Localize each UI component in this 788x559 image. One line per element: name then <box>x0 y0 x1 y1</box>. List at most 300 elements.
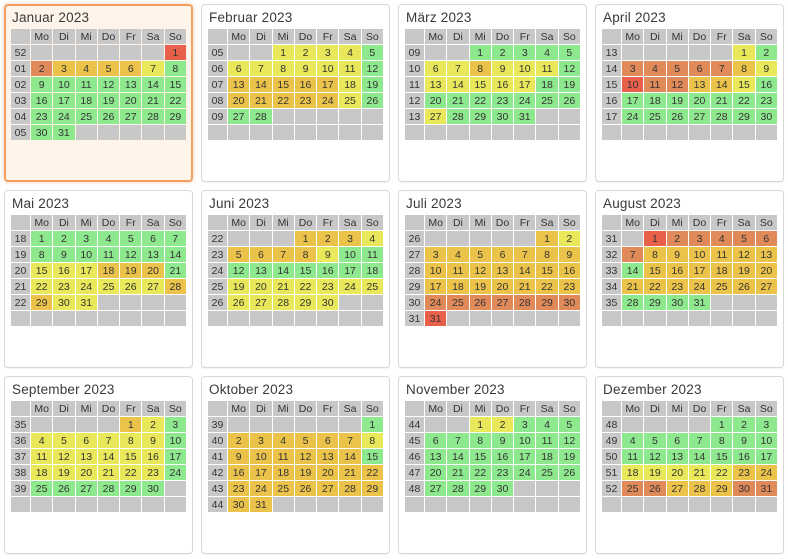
day-cell[interactable]: 31 <box>689 295 710 310</box>
month-card[interactable] <box>201 4 390 182</box>
day-cell[interactable]: 31 <box>425 311 446 326</box>
day-cell[interactable]: 2 <box>228 433 249 448</box>
day-cell[interactable]: 20 <box>667 465 688 480</box>
day-cell[interactable]: 1 <box>711 417 732 432</box>
day-cell[interactable]: 17 <box>339 263 360 278</box>
day-cell[interactable]: 19 <box>295 465 316 480</box>
day-cell[interactable]: 18 <box>711 263 732 278</box>
day-cell[interactable]: 21 <box>250 93 271 108</box>
month-card[interactable] <box>398 4 587 182</box>
day-cell[interactable]: 19 <box>120 263 141 278</box>
day-cell[interactable]: 10 <box>425 263 446 278</box>
day-cell[interactable]: 27 <box>425 109 446 124</box>
day-cell[interactable]: 17 <box>317 77 338 92</box>
day-cell[interactable]: 17 <box>425 279 446 294</box>
day-cell[interactable]: 1 <box>470 417 491 432</box>
day-cell[interactable]: 3 <box>689 231 710 246</box>
day-cell[interactable]: 24 <box>317 93 338 108</box>
day-cell[interactable]: 19 <box>98 93 119 108</box>
day-cell[interactable]: 19 <box>228 279 249 294</box>
day-cell[interactable]: 13 <box>667 449 688 464</box>
day-cell[interactable]: 16 <box>53 263 74 278</box>
day-cell[interactable]: 12 <box>98 77 119 92</box>
day-cell[interactable]: 27 <box>142 279 163 294</box>
day-cell[interactable]: 8 <box>31 247 52 262</box>
day-cell[interactable]: 27 <box>756 279 777 294</box>
day-cell[interactable]: 16 <box>295 77 316 92</box>
day-cell[interactable]: 9 <box>733 433 754 448</box>
day-cell[interactable]: 9 <box>228 449 249 464</box>
day-cell[interactable]: 18 <box>31 465 52 480</box>
day-cell[interactable]: 8 <box>273 61 294 76</box>
day-cell[interactable]: 24 <box>689 279 710 294</box>
day-cell[interactable]: 7 <box>142 61 163 76</box>
day-cell[interactable]: 1 <box>295 231 316 246</box>
day-cell[interactable]: 12 <box>53 449 74 464</box>
day-cell[interactable]: 23 <box>142 465 163 480</box>
day-cell[interactable]: 6 <box>667 433 688 448</box>
day-cell[interactable]: 21 <box>447 465 468 480</box>
day-cell[interactable]: 14 <box>447 77 468 92</box>
day-cell[interactable]: 5 <box>559 45 580 60</box>
day-cell[interactable]: 26 <box>120 279 141 294</box>
day-cell[interactable]: 16 <box>667 263 688 278</box>
day-cell[interactable]: 11 <box>644 77 665 92</box>
day-cell[interactable]: 18 <box>273 465 294 480</box>
day-cell[interactable]: 16 <box>492 449 513 464</box>
day-cell[interactable]: 15 <box>536 263 557 278</box>
day-cell[interactable]: 29 <box>470 109 491 124</box>
month-card[interactable] <box>201 376 390 554</box>
day-cell[interactable]: 11 <box>447 263 468 278</box>
day-cell[interactable]: 30 <box>142 481 163 496</box>
day-cell[interactable]: 5 <box>362 45 383 60</box>
day-cell[interactable]: 9 <box>53 247 74 262</box>
day-cell[interactable]: 26 <box>53 481 74 496</box>
day-cell[interactable]: 26 <box>362 93 383 108</box>
day-cell[interactable]: 15 <box>31 263 52 278</box>
day-cell[interactable]: 4 <box>644 61 665 76</box>
day-cell[interactable]: 30 <box>31 125 52 140</box>
day-cell[interactable]: 19 <box>559 449 580 464</box>
day-cell[interactable]: 30 <box>317 295 338 310</box>
day-cell[interactable]: 3 <box>622 61 643 76</box>
day-cell[interactable]: 27 <box>250 295 271 310</box>
day-cell[interactable]: 7 <box>622 247 643 262</box>
day-cell[interactable]: 10 <box>756 433 777 448</box>
day-cell[interactable]: 1 <box>644 231 665 246</box>
day-cell[interactable]: 5 <box>644 433 665 448</box>
day-cell[interactable]: 19 <box>362 77 383 92</box>
day-cell[interactable]: 13 <box>756 247 777 262</box>
day-cell[interactable]: 29 <box>644 295 665 310</box>
day-cell[interactable]: 28 <box>514 295 535 310</box>
day-cell[interactable]: 1 <box>733 45 754 60</box>
day-cell[interactable]: 28 <box>711 109 732 124</box>
day-cell[interactable]: 22 <box>536 279 557 294</box>
day-cell[interactable]: 13 <box>250 263 271 278</box>
day-cell[interactable]: 25 <box>711 279 732 294</box>
day-cell[interactable]: 28 <box>98 481 119 496</box>
day-cell[interactable]: 5 <box>228 247 249 262</box>
day-cell[interactable]: 24 <box>514 93 535 108</box>
day-cell[interactable]: 25 <box>536 93 557 108</box>
day-cell[interactable]: 9 <box>142 433 163 448</box>
day-cell[interactable]: 29 <box>711 481 732 496</box>
day-cell[interactable]: 28 <box>447 109 468 124</box>
day-cell[interactable]: 30 <box>228 497 249 512</box>
day-cell[interactable]: 7 <box>447 61 468 76</box>
day-cell[interactable]: 14 <box>711 77 732 92</box>
day-cell[interactable]: 16 <box>559 263 580 278</box>
day-cell[interactable]: 22 <box>470 465 491 480</box>
day-cell[interactable]: 2 <box>317 231 338 246</box>
day-cell[interactable]: 15 <box>644 263 665 278</box>
day-cell[interactable]: 31 <box>76 295 97 310</box>
day-cell[interactable]: 19 <box>470 279 491 294</box>
day-cell[interactable]: 7 <box>165 231 186 246</box>
day-cell[interactable]: 1 <box>120 417 141 432</box>
day-cell[interactable]: 2 <box>733 417 754 432</box>
day-cell[interactable]: 11 <box>98 247 119 262</box>
day-cell[interactable]: 6 <box>142 231 163 246</box>
month-card[interactable] <box>595 4 784 182</box>
day-cell[interactable]: 31 <box>250 497 271 512</box>
day-cell[interactable]: 28 <box>689 481 710 496</box>
day-cell[interactable]: 10 <box>514 433 535 448</box>
day-cell[interactable]: 12 <box>228 263 249 278</box>
day-cell[interactable]: 24 <box>76 279 97 294</box>
day-cell[interactable]: 27 <box>120 109 141 124</box>
day-cell[interactable]: 19 <box>53 465 74 480</box>
day-cell[interactable]: 16 <box>492 77 513 92</box>
day-cell[interactable]: 12 <box>120 247 141 262</box>
day-cell[interactable]: 27 <box>76 481 97 496</box>
day-cell[interactable]: 9 <box>667 247 688 262</box>
day-cell[interactable]: 26 <box>733 279 754 294</box>
day-cell[interactable]: 12 <box>733 247 754 262</box>
day-cell[interactable]: 4 <box>273 433 294 448</box>
day-cell[interactable]: 3 <box>76 231 97 246</box>
day-cell[interactable]: 2 <box>667 231 688 246</box>
day-cell[interactable]: 24 <box>425 295 446 310</box>
day-cell[interactable]: 25 <box>339 93 360 108</box>
day-cell[interactable]: 19 <box>644 465 665 480</box>
month-card[interactable] <box>398 376 587 554</box>
day-cell[interactable]: 18 <box>98 263 119 278</box>
day-cell[interactable]: 8 <box>165 61 186 76</box>
day-cell[interactable]: 25 <box>98 279 119 294</box>
day-cell[interactable]: 17 <box>250 465 271 480</box>
day-cell[interactable]: 24 <box>53 109 74 124</box>
day-cell[interactable]: 8 <box>470 61 491 76</box>
day-cell[interactable]: 23 <box>756 93 777 108</box>
day-cell[interactable]: 12 <box>644 449 665 464</box>
day-cell[interactable]: 26 <box>559 465 580 480</box>
day-cell[interactable]: 25 <box>536 465 557 480</box>
day-cell[interactable]: 25 <box>362 279 383 294</box>
day-cell[interactable]: 17 <box>756 449 777 464</box>
day-cell[interactable]: 17 <box>53 93 74 108</box>
day-cell[interactable]: 10 <box>165 433 186 448</box>
day-cell[interactable]: 9 <box>492 433 513 448</box>
day-cell[interactable]: 30 <box>53 295 74 310</box>
day-cell[interactable]: 21 <box>622 279 643 294</box>
day-cell[interactable]: 20 <box>120 93 141 108</box>
day-cell[interactable]: 4 <box>622 433 643 448</box>
day-cell[interactable]: 13 <box>492 263 513 278</box>
day-cell[interactable]: 30 <box>667 295 688 310</box>
day-cell[interactable]: 23 <box>559 279 580 294</box>
day-cell[interactable]: 18 <box>339 77 360 92</box>
day-cell[interactable]: 8 <box>120 433 141 448</box>
day-cell[interactable]: 13 <box>425 77 446 92</box>
day-cell[interactable]: 23 <box>228 481 249 496</box>
day-cell[interactable]: 6 <box>425 433 446 448</box>
day-cell[interactable]: 6 <box>689 61 710 76</box>
day-cell[interactable]: 16 <box>142 449 163 464</box>
day-cell[interactable]: 15 <box>295 263 316 278</box>
day-cell[interactable]: 16 <box>733 449 754 464</box>
day-cell[interactable]: 13 <box>120 77 141 92</box>
day-cell[interactable]: 20 <box>492 279 513 294</box>
day-cell[interactable]: 4 <box>447 247 468 262</box>
day-cell[interactable]: 20 <box>228 93 249 108</box>
day-cell[interactable]: 9 <box>317 247 338 262</box>
day-cell[interactable]: 23 <box>492 93 513 108</box>
day-cell[interactable]: 5 <box>733 231 754 246</box>
day-cell[interactable]: 6 <box>250 247 271 262</box>
day-cell[interactable]: 5 <box>98 61 119 76</box>
day-cell[interactable]: 10 <box>622 77 643 92</box>
day-cell[interactable]: 19 <box>559 77 580 92</box>
day-cell[interactable]: 21 <box>273 279 294 294</box>
day-cell[interactable]: 28 <box>165 279 186 294</box>
day-cell[interactable]: 11 <box>362 247 383 262</box>
day-cell[interactable]: 14 <box>689 449 710 464</box>
day-cell[interactable]: 24 <box>250 481 271 496</box>
day-cell[interactable]: 24 <box>339 279 360 294</box>
day-cell[interactable]: 26 <box>228 295 249 310</box>
day-cell[interactable]: 22 <box>120 465 141 480</box>
day-cell[interactable]: 1 <box>362 417 383 432</box>
day-cell[interactable]: 19 <box>733 263 754 278</box>
day-cell[interactable]: 29 <box>470 481 491 496</box>
day-cell[interactable]: 15 <box>711 449 732 464</box>
day-cell[interactable]: 17 <box>689 263 710 278</box>
day-cell[interactable]: 18 <box>447 279 468 294</box>
day-cell[interactable]: 8 <box>536 247 557 262</box>
day-cell[interactable]: 3 <box>514 45 535 60</box>
day-cell[interactable]: 5 <box>667 61 688 76</box>
day-cell[interactable]: 11 <box>76 77 97 92</box>
day-cell[interactable]: 17 <box>76 263 97 278</box>
day-cell[interactable]: 20 <box>317 465 338 480</box>
day-cell[interactable]: 13 <box>142 247 163 262</box>
day-cell[interactable]: 24 <box>622 109 643 124</box>
day-cell[interactable]: 28 <box>142 109 163 124</box>
day-cell[interactable]: 11 <box>273 449 294 464</box>
day-cell[interactable]: 25 <box>644 109 665 124</box>
day-cell[interactable]: 11 <box>31 449 52 464</box>
day-cell[interactable]: 4 <box>711 231 732 246</box>
day-cell[interactable]: 4 <box>31 433 52 448</box>
day-cell[interactable]: 25 <box>76 109 97 124</box>
day-cell[interactable]: 11 <box>339 61 360 76</box>
day-cell[interactable]: 27 <box>667 481 688 496</box>
day-cell[interactable]: 13 <box>425 449 446 464</box>
day-cell[interactable]: 2 <box>142 417 163 432</box>
day-cell[interactable]: 8 <box>733 61 754 76</box>
day-cell[interactable]: 17 <box>514 77 535 92</box>
day-cell[interactable]: 6 <box>228 61 249 76</box>
day-cell[interactable]: 9 <box>492 61 513 76</box>
day-cell[interactable]: 6 <box>492 247 513 262</box>
day-cell[interactable]: 22 <box>733 93 754 108</box>
day-cell[interactable]: 5 <box>559 417 580 432</box>
day-cell[interactable]: 30 <box>756 109 777 124</box>
day-cell[interactable]: 29 <box>295 295 316 310</box>
day-cell[interactable]: 3 <box>250 433 271 448</box>
day-cell[interactable]: 22 <box>470 93 491 108</box>
day-cell[interactable]: 30 <box>492 481 513 496</box>
day-cell[interactable]: 28 <box>622 295 643 310</box>
day-cell[interactable]: 18 <box>362 263 383 278</box>
day-cell[interactable]: 31 <box>514 109 535 124</box>
day-cell[interactable]: 8 <box>362 433 383 448</box>
day-cell[interactable]: 26 <box>470 295 491 310</box>
day-cell[interactable]: 27 <box>317 481 338 496</box>
day-cell[interactable]: 21 <box>711 93 732 108</box>
month-card[interactable] <box>595 190 784 368</box>
day-cell[interactable]: 31 <box>53 125 74 140</box>
day-cell[interactable]: 25 <box>273 481 294 496</box>
day-cell[interactable]: 17 <box>622 93 643 108</box>
day-cell[interactable]: 10 <box>250 449 271 464</box>
day-cell[interactable]: 23 <box>53 279 74 294</box>
day-cell[interactable]: 12 <box>559 61 580 76</box>
day-cell[interactable]: 1 <box>31 231 52 246</box>
day-cell[interactable]: 15 <box>165 77 186 92</box>
day-cell[interactable]: 23 <box>667 279 688 294</box>
day-cell[interactable]: 12 <box>470 263 491 278</box>
day-cell[interactable]: 8 <box>470 433 491 448</box>
day-cell[interactable]: 4 <box>536 45 557 60</box>
day-cell[interactable]: 22 <box>644 279 665 294</box>
day-cell[interactable]: 26 <box>98 109 119 124</box>
day-cell[interactable]: 22 <box>273 93 294 108</box>
day-cell[interactable]: 5 <box>120 231 141 246</box>
day-cell[interactable]: 29 <box>733 109 754 124</box>
day-cell[interactable]: 5 <box>295 433 316 448</box>
day-cell[interactable]: 23 <box>733 465 754 480</box>
day-cell[interactable]: 22 <box>295 279 316 294</box>
day-cell[interactable]: 17 <box>514 449 535 464</box>
day-cell[interactable]: 21 <box>98 465 119 480</box>
day-cell[interactable]: 27 <box>689 109 710 124</box>
day-cell[interactable]: 3 <box>514 417 535 432</box>
day-cell[interactable]: 29 <box>120 481 141 496</box>
day-cell[interactable]: 27 <box>228 109 249 124</box>
day-cell[interactable]: 4 <box>98 231 119 246</box>
day-cell[interactable]: 21 <box>142 93 163 108</box>
day-cell[interactable]: 4 <box>339 45 360 60</box>
day-cell[interactable]: 14 <box>339 449 360 464</box>
day-cell[interactable]: 23 <box>492 465 513 480</box>
month-card[interactable] <box>4 376 193 554</box>
day-cell[interactable]: 14 <box>250 77 271 92</box>
day-cell[interactable]: 14 <box>142 77 163 92</box>
month-card[interactable] <box>595 376 784 554</box>
day-cell[interactable]: 15 <box>470 449 491 464</box>
day-cell[interactable]: 15 <box>470 77 491 92</box>
day-cell[interactable]: 12 <box>559 433 580 448</box>
day-cell[interactable]: 14 <box>98 449 119 464</box>
day-cell[interactable]: 20 <box>425 465 446 480</box>
day-cell[interactable]: 15 <box>273 77 294 92</box>
day-cell[interactable]: 13 <box>228 77 249 92</box>
day-cell[interactable]: 30 <box>559 295 580 310</box>
day-cell[interactable]: 7 <box>273 247 294 262</box>
day-cell[interactable]: 7 <box>447 433 468 448</box>
day-cell[interactable]: 15 <box>120 449 141 464</box>
day-cell[interactable]: 21 <box>689 465 710 480</box>
day-cell[interactable]: 21 <box>165 263 186 278</box>
month-card[interactable] <box>4 4 193 182</box>
day-cell[interactable]: 3 <box>339 231 360 246</box>
day-cell[interactable]: 17 <box>165 449 186 464</box>
day-cell[interactable]: 18 <box>622 465 643 480</box>
day-cell[interactable]: 2 <box>492 417 513 432</box>
day-cell[interactable]: 29 <box>362 481 383 496</box>
day-cell[interactable]: 7 <box>250 61 271 76</box>
day-cell[interactable]: 23 <box>31 109 52 124</box>
day-cell[interactable]: 20 <box>689 93 710 108</box>
day-cell[interactable]: 9 <box>559 247 580 262</box>
day-cell[interactable]: 9 <box>31 77 52 92</box>
day-cell[interactable]: 10 <box>689 247 710 262</box>
day-cell[interactable]: 1 <box>536 231 557 246</box>
day-cell[interactable]: 1 <box>165 45 186 60</box>
day-cell[interactable]: 29 <box>165 109 186 124</box>
day-cell[interactable]: 27 <box>425 481 446 496</box>
day-cell[interactable]: 23 <box>295 93 316 108</box>
month-card[interactable] <box>201 190 390 368</box>
day-cell[interactable]: 4 <box>536 417 557 432</box>
day-cell[interactable]: 22 <box>31 279 52 294</box>
day-cell[interactable]: 26 <box>559 93 580 108</box>
day-cell[interactable]: 26 <box>667 109 688 124</box>
day-cell[interactable]: 29 <box>536 295 557 310</box>
day-cell[interactable]: 6 <box>120 61 141 76</box>
day-cell[interactable]: 11 <box>622 449 643 464</box>
day-cell[interactable]: 15 <box>733 77 754 92</box>
day-cell[interactable]: 23 <box>317 279 338 294</box>
day-cell[interactable]: 1 <box>273 45 294 60</box>
day-cell[interactable]: 7 <box>339 433 360 448</box>
day-cell[interactable]: 9 <box>295 61 316 76</box>
day-cell[interactable]: 6 <box>756 231 777 246</box>
day-cell[interactable]: 20 <box>76 465 97 480</box>
day-cell[interactable]: 8 <box>295 247 316 262</box>
day-cell[interactable]: 8 <box>711 433 732 448</box>
day-cell[interactable]: 6 <box>425 61 446 76</box>
day-cell[interactable]: 7 <box>514 247 535 262</box>
day-cell[interactable]: 7 <box>711 61 732 76</box>
day-cell[interactable]: 4 <box>362 231 383 246</box>
day-cell[interactable]: 5 <box>53 433 74 448</box>
day-cell[interactable]: 5 <box>470 247 491 262</box>
